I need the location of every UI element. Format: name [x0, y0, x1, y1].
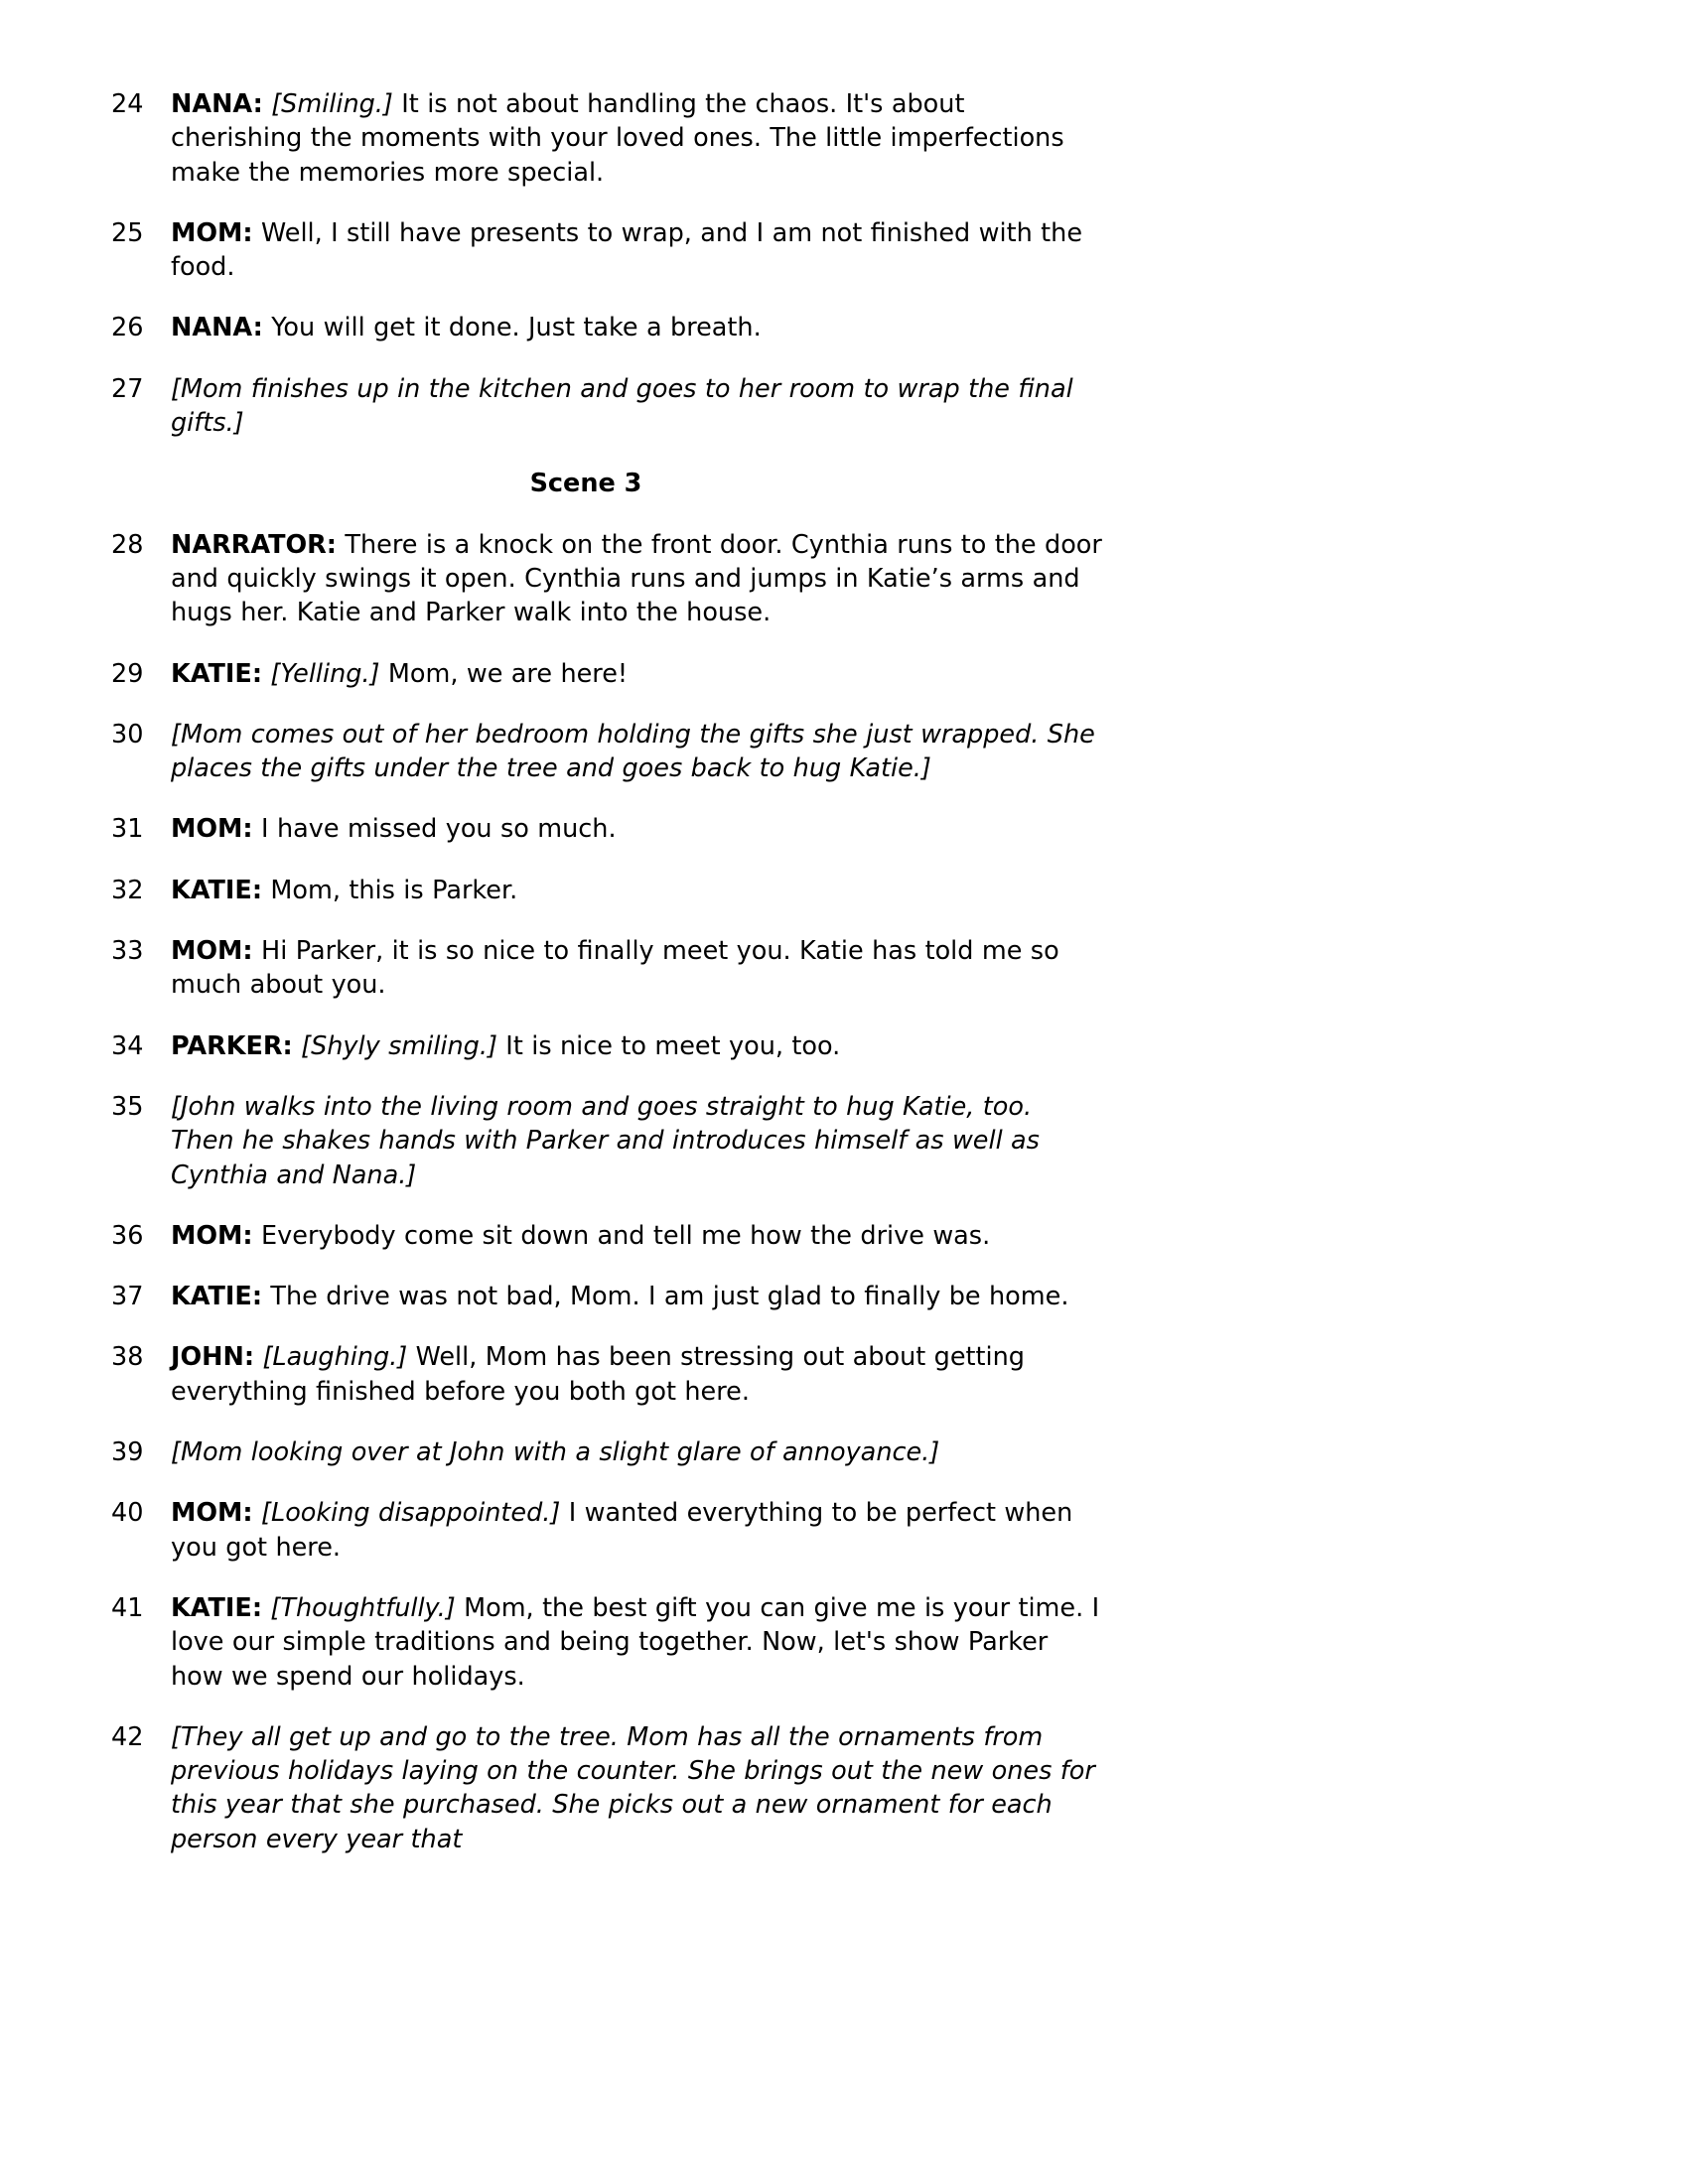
- script-line-36: [109, 1219, 1102, 1253]
- script-line-30: [109, 718, 1102, 786]
- script-line-24: [109, 87, 1102, 190]
- line-content: [171, 874, 1102, 907]
- line-number: 24: [111, 89, 144, 119]
- line-number: 39: [111, 1437, 144, 1468]
- script-body: [109, 87, 1102, 1856]
- line-number: 31: [111, 814, 144, 845]
- speaker-label: JOHN:: [171, 1342, 255, 1373]
- script-line-35: [109, 1090, 1102, 1192]
- narration-text: [Mom finishes up in the kitchen and goes to her room to wrap the final gifts.]: [171, 373, 1073, 439]
- line-number: 33: [111, 936, 144, 967]
- narration-text: [Mom looking over at John with a slight glare of annoyance.]: [171, 1437, 940, 1468]
- line-content: [171, 1029, 1102, 1063]
- speaker-label: PARKER:: [171, 1030, 293, 1061]
- line-content: [171, 934, 1102, 1003]
- line-number: 37: [111, 1282, 144, 1312]
- dialogue-text: It is nice to meet you, too.: [496, 1030, 841, 1061]
- dialogue-text: Hi Parker, it is so nice to finally meet you. Katie has told me so much about you.: [171, 936, 1059, 1001]
- dialogue-text: Well, I still have presents to wrap, and I am not finished with the food.: [171, 217, 1083, 283]
- speaker-label: NANA:: [171, 313, 263, 343]
- speaker-label: KATIE:: [171, 875, 263, 905]
- dialogue-text: There is a knock on the front door. Cynthia runs to the door and quickly swings it open. Cynthia runs and jumps in Katie’s arms and hugs her. Katie and Parker walk into the house.: [171, 529, 1102, 628]
- line-number: 32: [111, 875, 144, 905]
- line-number: 25: [111, 217, 144, 248]
- script-line-27: [109, 372, 1102, 441]
- dialogue-text: Well, Mom has been stressing out about getting everything finished before you both got here.: [171, 1342, 1025, 1407]
- stage-direction: [Yelling.]: [270, 658, 380, 689]
- speaker-label: KATIE:: [171, 1282, 263, 1312]
- speaker-label: NARRATOR:: [171, 529, 338, 560]
- speaker-label: KATIE:: [171, 1592, 263, 1623]
- stage-direction: [Thoughtfully.]: [270, 1592, 456, 1623]
- script-line-38: [109, 1340, 1102, 1409]
- line-content: [171, 1591, 1102, 1694]
- script-line-25: [109, 216, 1102, 285]
- dialogue-text: I wanted everything to be perfect when you got here.: [171, 1498, 1073, 1563]
- script-line-34: [109, 1029, 1102, 1063]
- line-number: 41: [111, 1592, 144, 1623]
- script-line-42: [109, 1720, 1102, 1856]
- line-content: [171, 216, 1102, 285]
- dialogue-text: The drive was not bad, Mom. I am just glad to finally be home.: [270, 1282, 1069, 1312]
- speaker-label: MOM:: [171, 1498, 253, 1529]
- line-number: 26: [111, 313, 144, 343]
- line-number: 28: [111, 529, 144, 560]
- script-line-26: [109, 311, 1102, 344]
- script-line-39: [109, 1435, 1102, 1469]
- line-number: 34: [111, 1030, 144, 1061]
- speaker-label: KATIE:: [171, 658, 263, 689]
- script-line-40: [109, 1496, 1102, 1565]
- line-number: 35: [111, 1091, 144, 1122]
- scene-heading: Scene 3: [529, 469, 642, 499]
- line-content: [171, 87, 1102, 190]
- speaker-label: MOM:: [171, 217, 253, 248]
- script-line-41: [109, 1591, 1102, 1694]
- dialogue-text: Mom, this is Parker.: [270, 875, 518, 905]
- dialogue-text: Mom, we are here!: [379, 658, 629, 689]
- dialogue-text: You will get it done. Just take a breath.: [271, 313, 762, 343]
- line-content: [171, 1340, 1102, 1409]
- narration-text: [They all get up and go to the tree. Mom has all the ornaments from previous holidays laying on the counter. She brings out the new ones for this year that she purchased. She picks out a new ornament for each person every year that: [171, 1721, 1095, 1854]
- line-number: 30: [111, 719, 144, 750]
- script-line-29: [109, 657, 1102, 691]
- line-number: 36: [111, 1220, 144, 1251]
- narration-text: [Mom comes out of her bedroom holding the gifts she just wrapped. She places the gifts under the tree and goes back to hug Katie.]: [171, 719, 1095, 784]
- script-line-32: [109, 874, 1102, 907]
- line-content: [171, 1280, 1102, 1313]
- line-content: [171, 812, 1102, 846]
- line-number: 40: [111, 1498, 144, 1529]
- dialogue-text: It is not about handling the chaos. It's about cherishing the moments with your loved ones. The little imperfections make the memories more special.: [171, 89, 1064, 188]
- speaker-label: MOM:: [171, 814, 253, 845]
- line-content: [171, 1219, 1102, 1253]
- line-number: 27: [111, 373, 144, 404]
- narration-text: [John walks into the living room and goes straight to hug Katie, too. Then he shakes hands with Parker and introduces himself as well as Cynthia and Nana.]: [171, 1091, 1040, 1190]
- speaker-label: MOM:: [171, 936, 253, 967]
- line-number: 38: [111, 1342, 144, 1373]
- line-number: 29: [111, 658, 144, 689]
- line-content: [171, 311, 1102, 344]
- line-content: [171, 657, 1102, 691]
- stage-direction: [Laughing.]: [262, 1342, 408, 1373]
- script-line-31: [109, 812, 1102, 846]
- dialogue-text: Everybody come sit down and tell me how the drive was.: [261, 1220, 991, 1251]
- stage-direction: [Shyly smiling.]: [301, 1030, 497, 1061]
- line-content: [171, 528, 1102, 630]
- speaker-label: MOM:: [171, 1220, 253, 1251]
- stage-direction: [Looking disappointed.]: [261, 1498, 561, 1529]
- script-line-33: [109, 934, 1102, 1003]
- script-line-37: [109, 1280, 1102, 1313]
- speaker-label: NANA:: [171, 89, 263, 119]
- line-number: 42: [111, 1721, 144, 1752]
- script-line-28: [109, 528, 1102, 630]
- dialogue-text: I have missed you so much.: [261, 814, 617, 845]
- line-content: [171, 1496, 1102, 1565]
- dialogue-text: Mom, the best gift you can give me is your time. I love our simple traditions and being together. Now, let's show Parker how we spend our holidays.: [171, 1592, 1100, 1692]
- stage-direction: [Smiling.]: [271, 89, 393, 119]
